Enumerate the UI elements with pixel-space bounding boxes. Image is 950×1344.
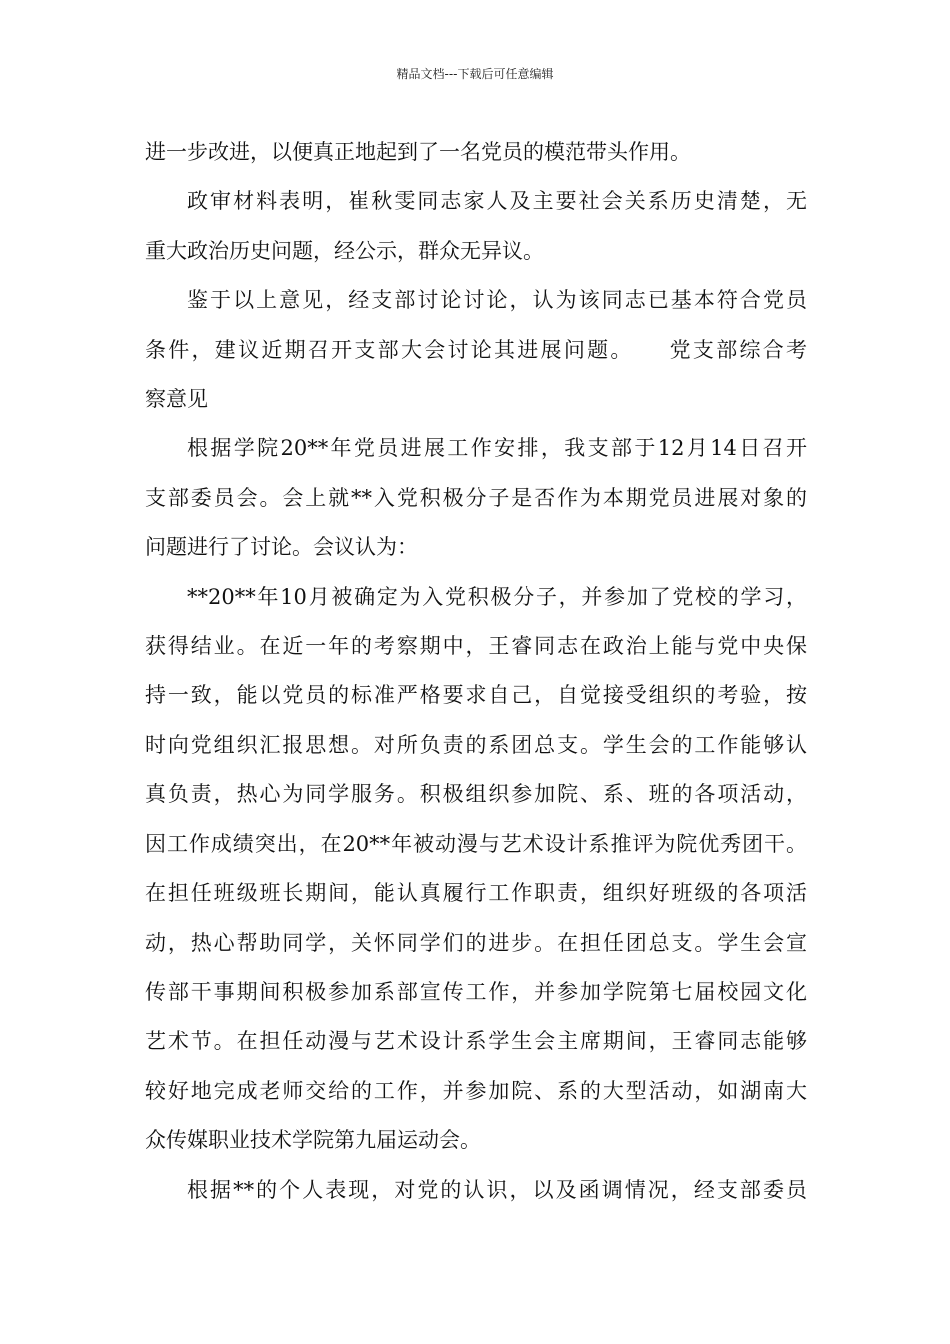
text-line: 政审材料表明，崔秋雯同志家人及主要社会关系历史清楚，无 [187,189,807,214]
text-line: 传部干事期间积极参加系部宣传工作，并参加学院第七届校园文化 [145,979,807,1004]
text-line: 问题进行了讨论。会议认为： [145,535,418,560]
text-line: **20**年10月被确定为入党积极分子，并参加了党校的学习， [187,584,807,609]
text-line: 真负责，热心为同学服务。积极组织参加院、系、班的各项活动， [145,782,807,807]
text-line: 动，热心帮助同学，关怀同学们的进步。在担任团总支。学生会宣 [145,930,807,955]
text-line: 根据**的个人表现，对党的认识，以及函调情况，经支部委员 [187,1177,807,1202]
text-line: 众传媒职业技术学院第九届运动会。 [145,1128,481,1153]
text-line: 因工作成绩突出，在20**年被动漫与艺术设计系推评为院优秀团干。 [145,831,807,856]
text-line: 察意见 [145,387,208,412]
text-line: 根据学院20**年党员进展工作安排，我支部于12月14日召开 [187,436,807,461]
text-line: 鉴于以上意见，经支部讨论讨论，认为该同志已基本符合党员 [187,288,807,313]
text-line: 重大政治历史问题，经公示，群众无异议。 [145,238,544,263]
page-header: 精品文档---下载后可任意编辑 [396,67,554,81]
document-body [145,128,807,1215]
text-line: 时向党组织汇报思想。对所负责的系团总支。学生会的工作能够认 [145,732,807,757]
text-line: 条件，建议近期召开支部大会讨论其进展问题。 党支部综合考 [145,337,807,362]
text-line: 在担任班级班长期间，能认真履行工作职责，组织好班级的各项活 [145,881,807,906]
text-line: 获得结业。在近一年的考察期中，王睿同志在政治上能与党中央保 [145,634,807,659]
text-line: 持一致，能以党员的标准严格要求自己，自觉接受组织的考验，按 [145,683,807,708]
text-line: 支部委员会。会上就**入党积极分子是否作为本期党员进展对象的 [145,485,807,510]
text-line: 艺术节。在担任动漫与艺术设计系学生会主席期间，王睿同志能够 [145,1029,807,1054]
text-line: 进一步改进，以便真正地起到了一名党员的模范带头作用。 [145,140,691,164]
text-line: 较好地完成老师交给的工作，并参加院、系的大型活动，如湖南大 [145,1078,807,1103]
